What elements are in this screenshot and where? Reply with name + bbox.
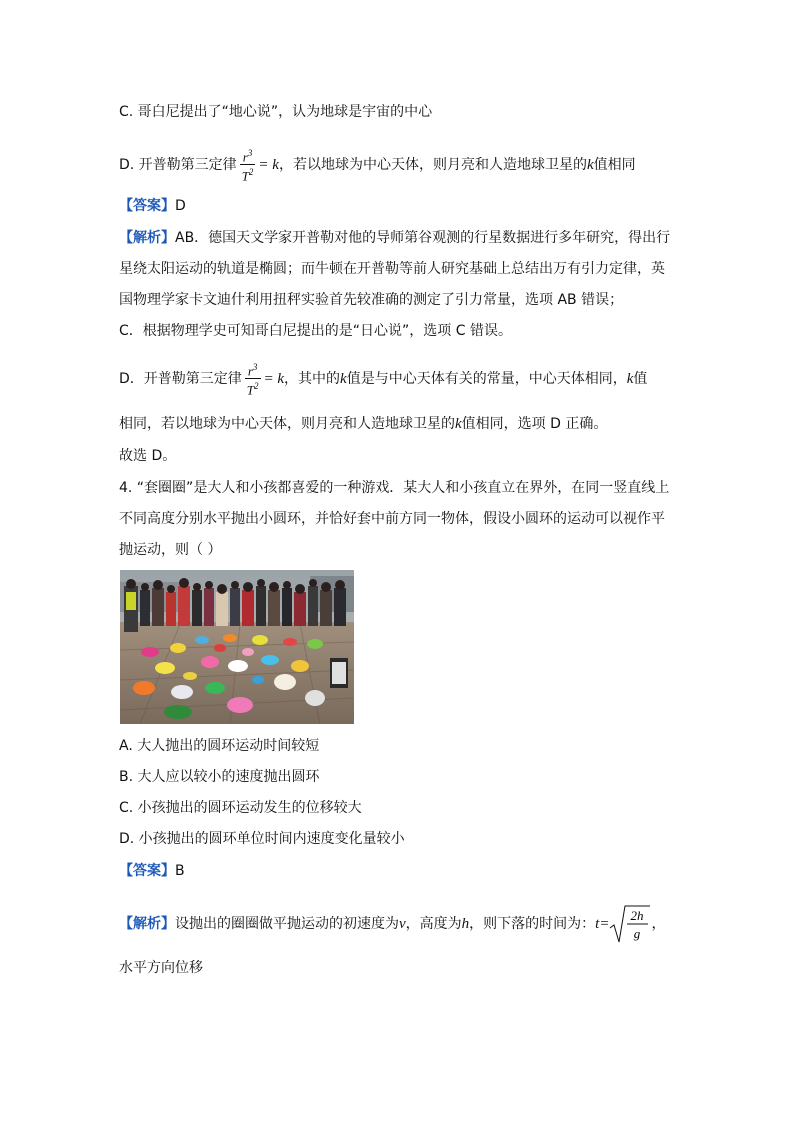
analysis-tag: 【解析】 xyxy=(119,916,175,932)
q4-option-b: B. 大人应以较小的速度抛出圆环 xyxy=(119,769,320,785)
q4-option-c: C. 小孩抛出的圆环运动发生的位移较大 xyxy=(119,800,362,816)
q4-stem-line-2: 不同高度分别水平抛出小圆环，并恰好套中前方同一物体，假设小圆环的运动可以视作平 xyxy=(119,511,665,527)
sqrt-denominator: g xyxy=(634,926,641,941)
kepler-third-law-formula: $\frac{r^3}{T^2}$ xyxy=(241,148,254,184)
q3-analysis-line-1: 【解析】AB．德国天文学家开普勒对他的导师第谷观测的行星数据进行多年研究，得出行 xyxy=(119,230,671,246)
sqrt-numerator: 2h xyxy=(630,908,644,923)
q4-stem-line-3: 抛运动，则（ ） xyxy=(119,542,222,558)
answer-value: B xyxy=(175,863,185,879)
q3-answer xyxy=(119,196,186,216)
q3-analysis-line-6: 相同，若以地球为中心天体，则月亮和人造地球卫星的k值相同，选项 D 正确。 xyxy=(119,416,608,432)
q3-analysis-line-4: C．根据物理学史可知哥白尼提出的是“日心说”，选项 C 错误。 xyxy=(119,323,512,339)
kepler-formula-repeat: $\frac{r^3}{T^2}$ xyxy=(246,362,259,398)
q3-option-d-prefix: D. 开普勒第三定律 xyxy=(119,156,237,173)
q3-option-c: C. 哥白尼提出了“地心说”，认为地球是宇宙的中心 xyxy=(119,104,433,120)
q3-conclusion: 故选 D。 xyxy=(119,448,177,464)
q3-analysis-line-2: 星绕太阳运动的轨道是椭圆；而牛顿在开普勒等前人研究基础上总结出万有引力定律，英 xyxy=(119,261,665,277)
q3-analysis-line-3: 国物理学家卡文迪什利用扭秤实验首先较准确的测定了引力常量，选项 AB 错误； xyxy=(119,292,624,308)
q3-option-d: D. 开普勒第三定律 $\frac{r^3}{T^2}$ = k，若以地球为中心天体，则月亮和人造地球卫星的k值相同 xyxy=(119,148,636,184)
answer-tag: 【答案】 xyxy=(119,198,175,214)
q4-analysis-line-2: 水平方向位移 xyxy=(119,960,203,976)
ring-toss-photo xyxy=(120,570,354,724)
answer-value: D xyxy=(175,198,186,214)
q4-option-a: A. 大人抛出的圆环运动时间较短 xyxy=(119,738,320,754)
answer-tag: 【答案】 xyxy=(119,863,175,879)
analysis-tag: 【解析】 xyxy=(119,230,175,246)
q3-analysis-line-5: D．开普勒第三定律 $\frac{r^3}{T^2}$ = k，其中的k值是与中心天体有关的常量，中心天体相同，k值 xyxy=(119,362,648,398)
formula-eq-k: = k xyxy=(258,156,279,173)
q4-answer xyxy=(119,861,185,881)
q4-stem-line-1: 4. “套圈圈”是大人和小孩都喜爱的一种游戏．某大人和小孩直立在界外，在同一竖直线上 xyxy=(119,480,670,496)
q4-option-d: D. 小孩抛出的圆环单位时间内速度变化量较小 xyxy=(119,831,405,847)
q4-analysis-line-1: 【解析】设抛出的圈圈做平抛运动的初速度为v，高度为h，则下落的时间为：t= 2h g ， xyxy=(119,904,665,944)
sqrt-formula xyxy=(609,904,651,944)
